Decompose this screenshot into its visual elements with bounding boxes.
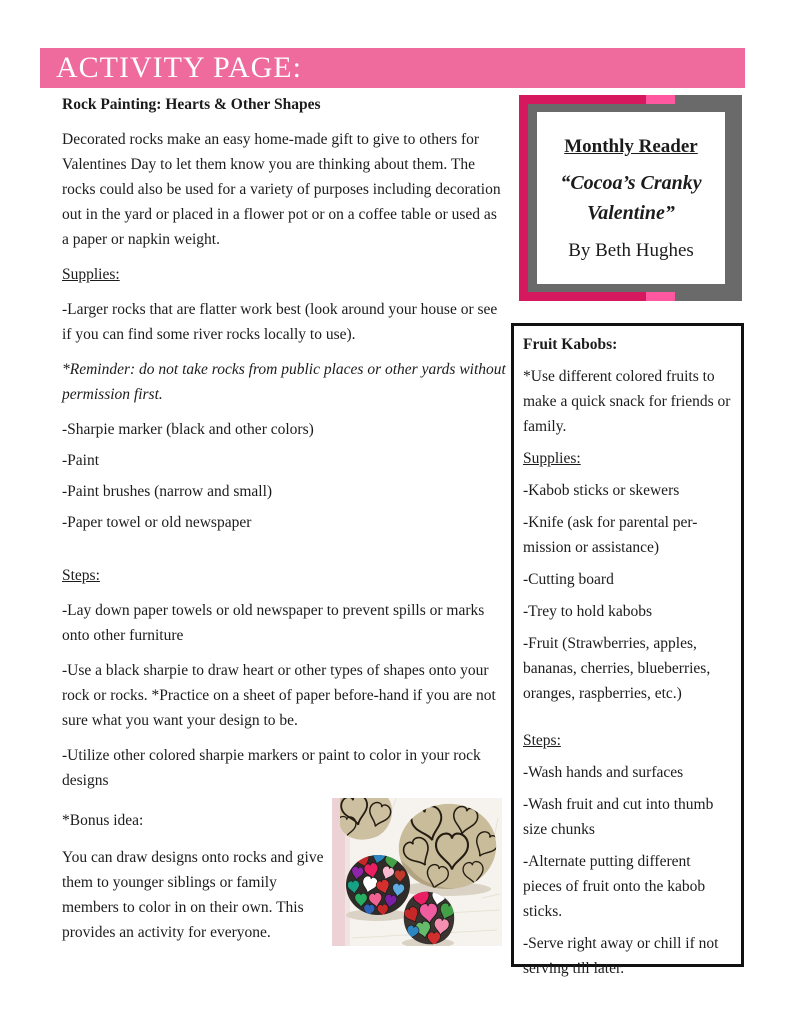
frame-top-strip	[519, 95, 646, 104]
page-header	[40, 48, 745, 88]
step-item: -Use a black sharpie to draw heart or other types of shapes onto your rock or rocks. *Practice on a sheet of paper before-hand if you are not sure what you want your design to be.	[62, 662, 496, 729]
frame-top-accent	[646, 95, 675, 104]
frame-bottom-accent	[646, 292, 675, 301]
fk-step-item: -Serve right away or chill if not serving till later.	[523, 935, 719, 977]
bonus-heading: *Bonus idea:	[62, 812, 144, 829]
fruit-kabobs-intro: *Use different colored fruits to make a quick snack for friends or family.	[523, 368, 731, 435]
fk-step-item: -Wash fruit and cut into thumb size chunks	[523, 796, 714, 838]
painted-rocks-photo-svg	[332, 798, 502, 946]
step-item: -Lay down paper towels or old newspaper to prevent spills or marks onto other furniture	[62, 602, 485, 644]
supply-item: -Paint	[62, 452, 100, 469]
fk-step-item: -Alternate putting different pieces of fruit onto the kabob sticks.	[523, 853, 706, 920]
monthly-reader-book-title: “Cocoa’s Cranky Valentine”	[560, 172, 702, 224]
fk-supply-item: -Knife (ask for parental per-mission or assistance)	[523, 514, 698, 556]
supply-item: -Paint brushes (narrow and small)	[62, 483, 273, 500]
supplies-note: -Larger rocks that are flatter work best (look around your house or see if you can find some river rocks locally to use).	[62, 301, 498, 343]
monthly-reader-content	[537, 112, 725, 284]
monthly-reader-title: Monthly Reader	[564, 136, 698, 157]
fk-supply-item: -Kabob sticks or skewers	[523, 482, 680, 499]
frame-left-strip	[519, 95, 528, 301]
rock-painting-section	[62, 92, 507, 803]
fruit-kabobs-box	[511, 323, 744, 977]
supply-item: -Paper towel or old newspaper	[62, 514, 252, 531]
monthly-reader-box	[519, 95, 742, 301]
fk-supply-item: -Cutting board	[523, 571, 614, 588]
supply-item: -Sharpie marker (black and other colors)	[62, 421, 314, 438]
fruit-kabobs-heading: Fruit Kabobs:	[523, 336, 618, 353]
fk-steps-heading: Steps:	[523, 732, 561, 749]
rock-painting-intro: Decorated rocks make an easy home-made gift to give to others for Valentines Day to let them know you are thinking about them. The rocks could also be used for a variety of purposes including decoration out in the yard or placed in a flower pot or on a coffee table or used as a paper or napkin weight.	[62, 131, 501, 248]
bonus-section	[62, 798, 507, 957]
fk-supplies-heading: Supplies:	[523, 450, 581, 467]
page-title: ACTIVITY PAGE:	[56, 51, 302, 84]
steps-heading: Steps:	[62, 567, 100, 584]
frame-bottom-strip	[519, 292, 646, 301]
fk-step-item: -Wash hands and surfaces	[523, 764, 684, 781]
step-item: -Utilize other colored sharpie markers or paint to color in your rock designs	[62, 747, 481, 789]
painted-rocks-photo	[332, 798, 502, 946]
monthly-reader-author: By Beth Hughes	[568, 240, 694, 261]
bonus-text-block	[62, 798, 324, 957]
bonus-body: You can draw designs onto rocks and give them to younger siblings or family members to color in on their own. This provides an activity for everyone.	[62, 849, 324, 941]
fk-supply-item: -Fruit (Strawberries, apples, bananas, cherries, blueberries, oranges, raspberries, etc.)	[523, 635, 711, 702]
rock-painting-heading: Rock Painting: Hearts & Other Shapes	[62, 96, 321, 113]
supplies-heading: Supplies:	[62, 266, 120, 283]
fk-supply-item: -Trey to hold kabobs	[523, 603, 653, 620]
reminder-note: *Reminder: do not take rocks from public places or other yards without permission first.	[62, 361, 506, 403]
